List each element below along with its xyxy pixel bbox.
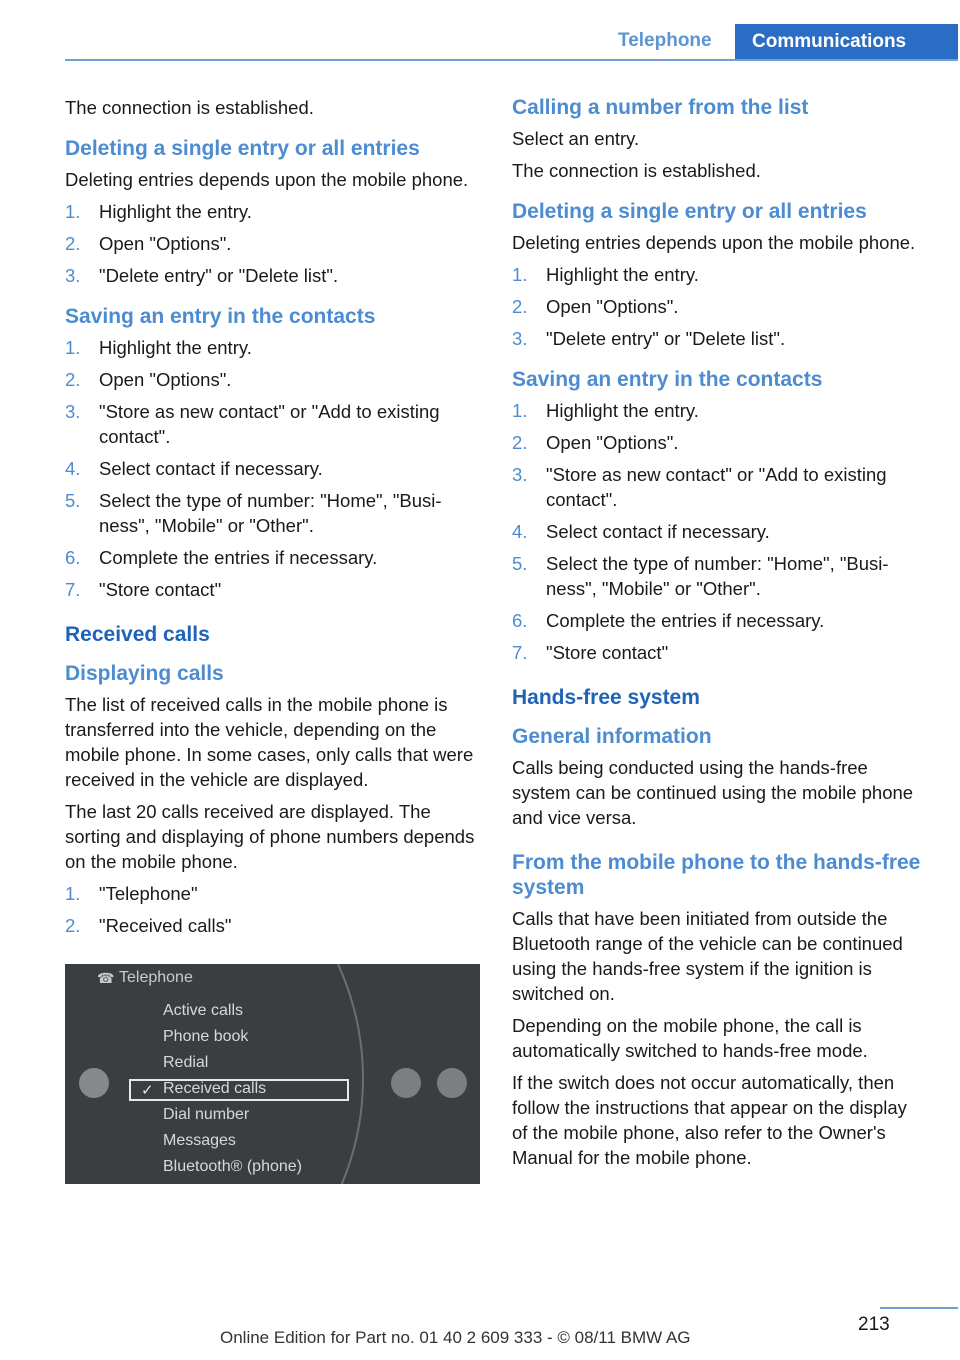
handsfree-text-2: Depending on the mobile phone, the call is automatically switched to hands-free mode. — [512, 1015, 868, 1061]
handsfree-text-3: If the switch does not occur automatically, then follow the instructions that appear on the display of the mobile phone, also refer to the Owner's Manual for the mobile phone. — [512, 1072, 907, 1168]
step-number: 1. — [512, 400, 528, 421]
list-item — [65, 367, 480, 392]
hands-free-heading: Hands-free system — [512, 686, 700, 709]
step-number: 3. — [65, 401, 81, 422]
step-text: "Store as new contact" or "Add to existing contact". — [546, 464, 887, 510]
step-text: Highlight the entry. — [99, 201, 252, 222]
step-number: 3. — [65, 265, 81, 286]
handsfree-text-1: Calls that have been initiated from outside the Bluetooth range of the vehicle can be continued using the hands-free system if the ignition is switched on. — [512, 908, 903, 1004]
checkmark-icon: ✓ — [141, 1082, 154, 1099]
step-number: 6. — [512, 610, 528, 631]
controller-icon — [437, 1068, 467, 1098]
page-number: 213 — [858, 1314, 890, 1335]
step-text: Select the type of number: "Home", "Business", "Mobile" or "Other". — [546, 553, 889, 599]
step-number: 2. — [65, 233, 81, 254]
step-text: Complete the entries if necessary. — [99, 547, 378, 568]
step-text: Highlight the entry. — [546, 264, 699, 285]
list-item — [65, 231, 480, 256]
step-number: 4. — [65, 458, 81, 479]
step-text: "Store as new contact" or "Add to existing contact". — [99, 401, 440, 447]
list-item — [512, 294, 927, 319]
step-number: 5. — [512, 553, 528, 574]
step-text: Select contact if necessary. — [546, 521, 770, 542]
left-column — [65, 95, 480, 1184]
step-number: 4. — [512, 521, 528, 542]
step-text: "Delete entry" or "Delete list". — [546, 328, 786, 349]
calling-text-1: Select an entry. — [512, 128, 640, 149]
step-number: 3. — [512, 464, 528, 485]
step-text: Open "Options". — [99, 369, 232, 390]
telephone-icon: ☎ — [97, 970, 115, 986]
step-number: 1. — [512, 264, 528, 285]
step-number: 2. — [65, 369, 81, 390]
left-knob-icon — [79, 1068, 109, 1098]
list-item — [512, 608, 927, 633]
step-text: Open "Options". — [546, 296, 679, 317]
list-item — [65, 456, 480, 481]
step-number: 2. — [512, 432, 528, 453]
step-text: "Store contact" — [99, 579, 222, 600]
header-section-label: Telephone — [618, 30, 712, 51]
step-text: "Delete entry" or "Delete list". — [99, 265, 339, 286]
menu-item: Active calls — [163, 1002, 244, 1019]
save-steps — [65, 335, 480, 602]
received-text-1: The list of received calls in the mobile phone is transferred into the vehicle, depending on the mobile phone. In some cases, only calls that were received in the vehicle are displayed. — [65, 694, 474, 790]
header-chapter-tab: Communications — [735, 24, 958, 61]
save-heading: Saving an entry in the contacts — [512, 368, 823, 391]
list-item — [65, 545, 480, 570]
list-item — [512, 262, 927, 287]
step-number: 7. — [512, 642, 528, 663]
menu-item: Messages — [163, 1132, 236, 1149]
step-number: 7. — [65, 579, 81, 600]
step-text: "Store contact" — [546, 642, 669, 663]
list-item — [65, 577, 480, 602]
footer-edition: Online Edition for Part no. 01 40 2 609 333 - © 08/11 BMW AG — [220, 1328, 691, 1347]
received-calls-heading: Received calls — [65, 623, 210, 646]
right-column — [512, 95, 927, 1177]
step-text: Highlight the entry. — [99, 337, 252, 358]
general-info-heading: General information — [512, 725, 712, 748]
menu-item: Bluetooth® (phone) — [163, 1158, 302, 1175]
list-item — [65, 335, 480, 360]
list-item — [512, 640, 927, 665]
menu-item: Dial number — [163, 1106, 250, 1123]
list-item — [65, 263, 480, 288]
menu-item-selected: Received calls — [163, 1080, 267, 1097]
delete-text: Deleting entries depends upon the mobile phone. — [65, 169, 469, 190]
menu-item: Phone book — [163, 1028, 249, 1045]
step-text: Select the type of number: "Home", "Business", "Mobile" or "Other". — [99, 490, 442, 536]
menu-item: Redial — [163, 1054, 209, 1071]
mobile-to-handsfree-heading: From the mobile phone to the hands-free system — [512, 851, 921, 899]
step-text: Open "Options". — [99, 233, 232, 254]
screen-title: Telephone — [119, 969, 193, 986]
step-number: 1. — [65, 201, 81, 222]
list-item — [512, 462, 927, 512]
list-item — [65, 913, 480, 938]
list-item — [512, 519, 927, 544]
list-item — [65, 199, 480, 224]
list-item — [65, 399, 480, 449]
calling-text-2: The connection is established. — [512, 160, 761, 181]
received-text-2: The last 20 calls received are displayed. The sorting and displaying of phone numbers depends on the mobile phone. — [65, 801, 475, 872]
step-number: 5. — [65, 490, 81, 511]
delete-steps — [512, 262, 927, 351]
displaying-calls-heading: Displaying calls — [65, 662, 224, 685]
step-number: 1. — [65, 337, 81, 358]
general-info-text: Calls being conducted using the hands-free system can be continued using the mobile phone and vice versa. — [512, 757, 914, 828]
footer-rule — [880, 1307, 958, 1309]
controller-icon — [391, 1068, 421, 1098]
delete-text: Deleting entries depends upon the mobile phone. — [512, 232, 916, 253]
save-heading: Saving an entry in the contacts — [65, 305, 376, 328]
list-item — [65, 488, 480, 538]
step-number: 1. — [65, 883, 81, 904]
header-rule — [65, 59, 958, 61]
intro-text: The connection is established. — [65, 97, 314, 118]
list-item — [512, 326, 927, 351]
step-text: "Received calls" — [99, 915, 232, 936]
received-steps — [65, 881, 480, 938]
step-text: Complete the entries if necessary. — [546, 610, 825, 631]
list-item — [65, 881, 480, 906]
list-item — [512, 551, 927, 601]
step-text: Highlight the entry. — [546, 400, 699, 421]
step-text: Select contact if necessary. — [99, 458, 323, 479]
delete-steps — [65, 199, 480, 288]
idrive-screen-image — [65, 964, 480, 1184]
list-item — [512, 398, 927, 423]
step-number: 2. — [512, 296, 528, 317]
save-steps — [512, 398, 927, 665]
calling-heading: Calling a number from the list — [512, 96, 809, 119]
step-text: Open "Options". — [546, 432, 679, 453]
list-item — [512, 430, 927, 455]
delete-heading: Deleting a single entry or all entries — [512, 200, 867, 223]
step-number: 2. — [65, 915, 81, 936]
step-number: 3. — [512, 328, 528, 349]
step-text: "Telephone" — [99, 883, 198, 904]
delete-heading: Deleting a single entry or all entries — [65, 137, 420, 160]
step-number: 6. — [65, 547, 81, 568]
